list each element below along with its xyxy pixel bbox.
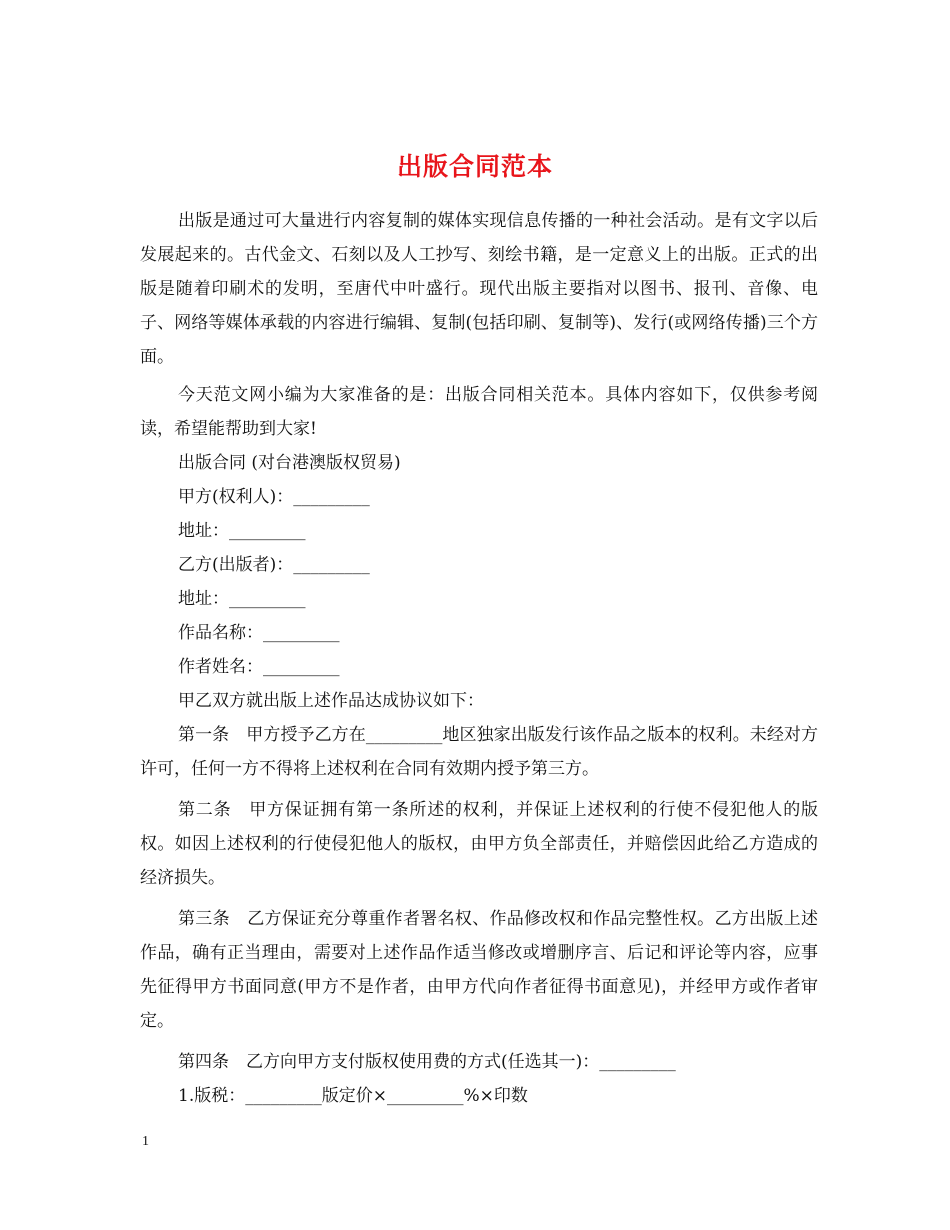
field-party-b: 乙方(出版者)：_________: [178, 555, 370, 575]
agreement-statement: 甲乙双方就出版上述作品达成协议如下：: [178, 691, 484, 711]
royalty-item-1: 1.版税：_________版定价×_________%×印数: [178, 1086, 528, 1106]
page-number: 1: [142, 1134, 149, 1149]
field-party-a: 甲方(权利人)：_________: [178, 487, 370, 507]
field-work-title: 作品名称：_________: [178, 623, 340, 643]
field-address-b: 地址：_________: [178, 589, 306, 609]
article-1: 第一条 甲方授予乙方在_________地区独家出版发行该作品之版本的权利。未经对方许可，任何一方不得将上述权利在合同有效期内授予第三方。: [140, 725, 818, 779]
article-4: 第四条 乙方向甲方支付版权使用费的方式(任选其一)：_________: [178, 1052, 676, 1072]
contract-heading: 出版合同 (对台港澳版权贸易): [178, 453, 401, 473]
paragraph-intro: 出版是通过可大量进行内容复制的媒体实现信息传播的一种社会活动。是有文字以后发展起来的。古代金文、石刻以及人工抄写、刻绘书籍，是一定意义上的出版。正式的出版是随着印刷术的发明，至唐代中叶盛行。现代出版主要指对以图书、报刊、音像、电子、网络等媒体承载的内容进行编辑、复制(包括印刷、复制等)、发行(或网络传播)三个方面。: [140, 211, 818, 367]
field-author-name: 作者姓名：_________: [178, 657, 340, 677]
article-2: 第二条 甲方保证拥有第一条所述的权利，并保证上述权利的行使不侵犯他人的版权。如因上述权利的行使侵犯他人的版权，由甲方负全部责任，并赔偿因此给乙方造成的经济损失。: [140, 800, 818, 888]
field-address-a: 地址：_________: [178, 521, 306, 541]
document-body: [140, 204, 818, 1113]
article-3: 第三条 乙方保证充分尊重作者署名权、作品修改权和作品完整性权。乙方出版上述作品，确有正当理由，需要对上述作品作适当修改或增删序言、后记和评论等内容，应事先征得甲方书面同意(甲方不是作者，由甲方代向作者征得书面意见)，并经甲方或作者审定。: [140, 909, 818, 1031]
paragraph-preface: 今天范文网小编为大家准备的是：出版合同相关范本。具体内容如下，仅供参考阅读，希望能帮助到大家!: [140, 385, 818, 439]
document-title: 出版合同范本: [396, 151, 553, 181]
